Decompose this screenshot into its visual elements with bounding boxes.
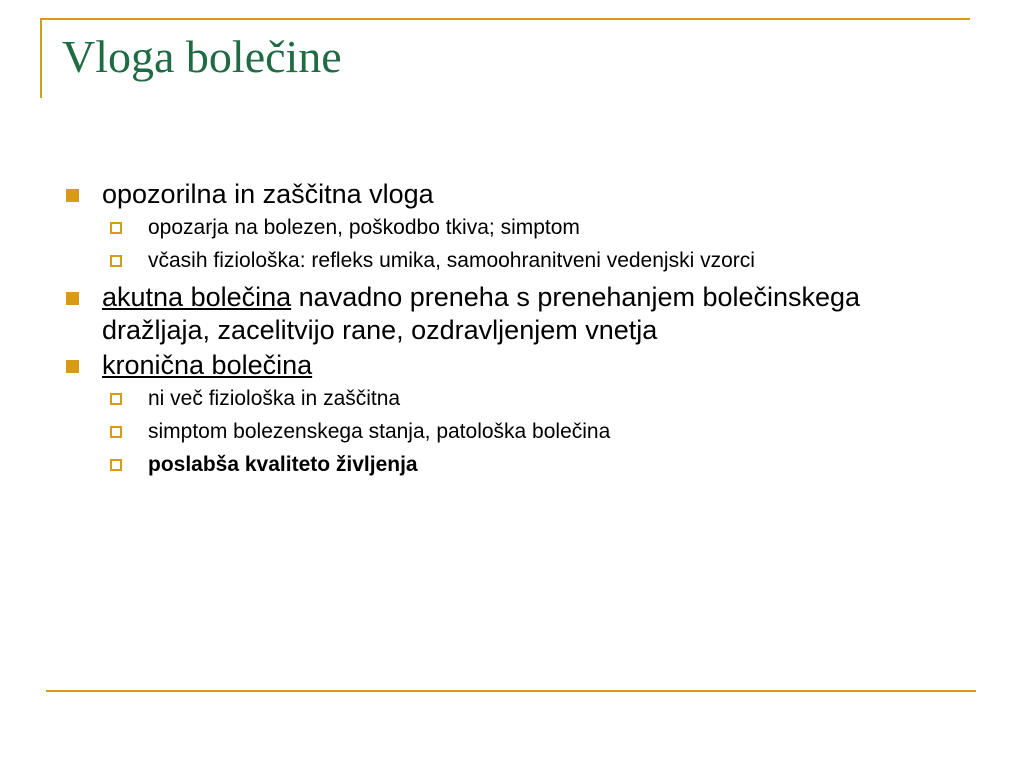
bullet-text: ni več fiziološka in zaščitna (148, 386, 401, 410)
square-bullet-icon (66, 292, 79, 305)
list-item (102, 419, 972, 445)
bullet-list-level2 (102, 215, 972, 274)
title-block (62, 32, 962, 112)
bullet-text: poslabša kvaliteto življenja (148, 452, 418, 476)
bullet-list-level2 (102, 386, 972, 478)
hollow-square-bullet-icon (110, 255, 122, 267)
square-bullet-icon (66, 360, 79, 373)
list-item (102, 452, 972, 478)
slide-body (56, 178, 972, 485)
bullet-text: včasih fiziološka: refleks umika, samoohranitveni vedenjski vzorci (148, 248, 755, 272)
bullet-lead-underlined: akutna bolečina (102, 282, 292, 312)
bullet-lead-underlined: kronična bolečina (102, 349, 313, 380)
page-title: Vloga bolečine (62, 31, 342, 82)
list-item (56, 281, 972, 347)
bullet-text: opozarja na bolezen, poškodbo tkiva; simptom (148, 215, 580, 239)
bullet-text: opozorilna in zaščitna vloga (102, 179, 434, 209)
square-bullet-icon (66, 189, 79, 202)
list-item (102, 386, 972, 412)
bullet-text: navadno preneha s prenehanjem bolečinskega dražljaja, zacelitvijo rane, ozdravljenjem vnetja (102, 282, 861, 345)
hollow-square-bullet-icon (110, 426, 122, 438)
bullet-list-level1 (56, 178, 972, 478)
list-item (56, 349, 972, 478)
list-item (102, 248, 972, 274)
hollow-square-bullet-icon (110, 459, 122, 471)
list-item (102, 215, 972, 241)
list-item (56, 178, 972, 274)
hollow-square-bullet-icon (110, 393, 122, 405)
footer-divider (46, 690, 976, 692)
hollow-square-bullet-icon (110, 222, 122, 234)
title-top-divider (40, 18, 970, 20)
title-left-divider (40, 18, 42, 98)
bullet-text: simptom bolezenskega stanja, patološka bolečina (148, 419, 611, 443)
